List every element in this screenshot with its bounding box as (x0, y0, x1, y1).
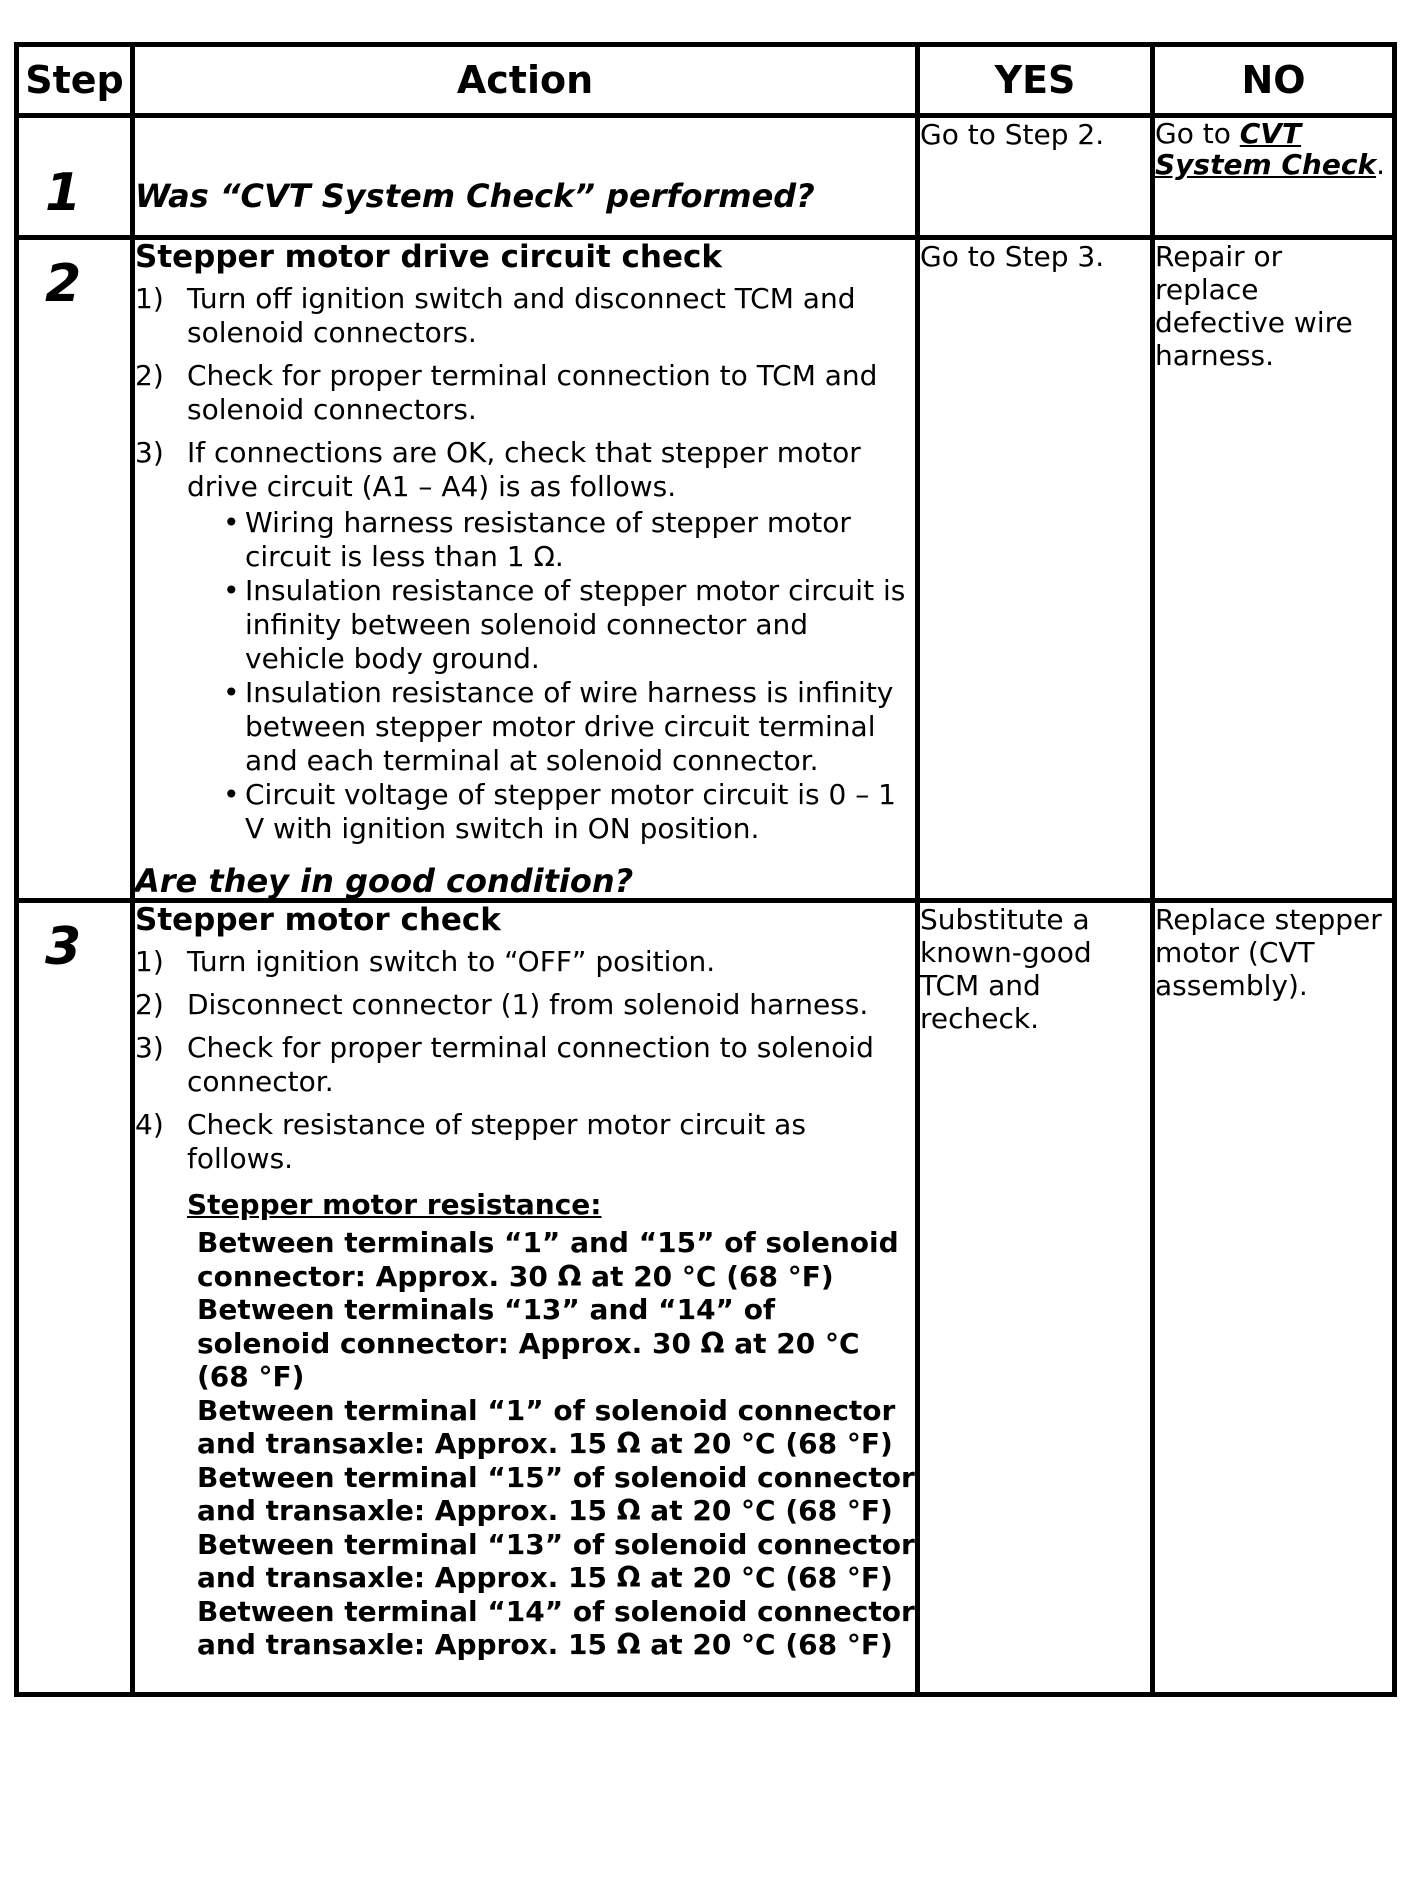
step-number: 2 (45, 254, 82, 314)
list-item: 4) Check resistance of stepper motor circuit as follows. (135, 1108, 806, 1175)
no-cell (1153, 238, 1395, 901)
condition-list (187, 506, 915, 846)
step-question: Are they in good condition? (135, 862, 634, 900)
header-action: Action (133, 45, 918, 116)
list-item: 1) Turn ignition switch to “OFF” position. (135, 945, 716, 978)
resistance-heading: Stepper motor resistance: (187, 1188, 602, 1221)
yes-cell (918, 901, 1153, 1695)
no-suffix: . (1376, 148, 1385, 181)
table-row (17, 901, 1395, 1695)
step-number-cell (17, 238, 133, 901)
procedure-list (135, 282, 915, 846)
resistance-spec: Between terminal “1” of solenoid connector and transaxle: Approx. 15 Ω at 20 °C (68 °F) (197, 1393, 896, 1460)
list-item: 3) Check for proper terminal connection to solenoid connector. (135, 1031, 874, 1098)
list-item: • Wiring harness resistance of stepper motor circuit is less than 1 Ω. (223, 506, 851, 573)
header-no: NO (1153, 45, 1395, 116)
list-item: • Circuit voltage of stepper motor circuit is 0 – 1 V with ignition switch in ON position. (223, 778, 896, 845)
yes-text: Go to Step 2. (920, 118, 1105, 151)
resistance-specs (197, 1226, 915, 1662)
action-cell (133, 901, 918, 1695)
yes-cell (918, 116, 1153, 238)
no-text: Repair or replace defective wire harness. (1155, 240, 1353, 372)
action-cell (133, 116, 918, 238)
list-item: • Insulation resistance of stepper motor circuit is infinity between solenoid connector and vehicle body ground. (223, 574, 906, 675)
resistance-spec: Between terminal “15” of solenoid connector and transaxle: Approx. 15 Ω at 20 °C (68 °F) (197, 1460, 915, 1527)
no-prefix: Go to (1155, 117, 1240, 150)
list-item: 2) Disconnect connector (1) from solenoid harness. (135, 988, 869, 1021)
step-title: Stepper motor check (135, 902, 501, 938)
no-text: Replace stepper motor (CVT assembly). (1155, 903, 1382, 1002)
list-item: 2) Check for proper terminal connection to TCM and solenoid connectors. (135, 359, 878, 426)
step-number: 1 (45, 163, 82, 223)
step-title: Stepper motor drive circuit check (135, 239, 723, 275)
resistance-spec: Between terminals “13” and “14” of solenoid connector: Approx. 30 Ω at 20 °C (68 °F) (197, 1293, 860, 1393)
step-number: 3 (45, 917, 82, 977)
yes-cell (918, 238, 1153, 901)
resistance-spec: Between terminal “13” of solenoid connector and transaxle: Approx. 15 Ω at 20 °C (68 °F) (197, 1527, 915, 1594)
table-row (17, 116, 1395, 238)
step-number-cell (17, 901, 133, 1695)
header-row (17, 45, 1395, 116)
no-cell (1153, 116, 1395, 238)
list-item: 1) Turn off ignition switch and disconnect TCM and solenoid connectors. (135, 282, 856, 349)
no-cell (1153, 901, 1395, 1695)
resistance-spec: Between terminals “1” and “15” of solenoid connector: Approx. 30 Ω at 20 °C (68 °F) (197, 1226, 899, 1293)
procedure-list (135, 945, 915, 1176)
yes-text: Substitute a known-good TCM and recheck. (920, 903, 1092, 1035)
list-item: 3) If connections are OK, check that stepper motor drive circuit (A1 – A4) is as follows. • Wiring harness resistance of stepper motor circuit is less than 1 Ω. • Insulation resistance of stepper motor circuit is infinity between solenoid connector and vehicle body ground. • Insulation resistance of wire harness is infinity between stepper motor drive circuit terminal and each terminal at solenoid connector. • Circuit voltage of stepper motor circuit is 0 – 1 V with ignition switch in ON position. (135, 436, 915, 846)
list-item: • Insulation resistance of wire harness is infinity between stepper motor drive circuit terminal and each terminal at solenoid connector. (223, 676, 894, 777)
table-row (17, 238, 1395, 901)
action-cell (133, 238, 918, 901)
step-question: Was “CVT System Check” performed? (135, 177, 815, 215)
header-step: Step (17, 45, 133, 116)
yes-text: Go to Step 3. (920, 240, 1105, 273)
resistance-spec: Between terminal “14” of solenoid connector and transaxle: Approx. 15 Ω at 20 °C (68 °F) (197, 1594, 915, 1661)
header-yes: YES (918, 45, 1153, 116)
cvt-system-check-link[interactable]: CVT System Check (1155, 117, 1377, 181)
step-number-cell (17, 116, 133, 238)
diagnostic-table (14, 42, 1397, 1697)
